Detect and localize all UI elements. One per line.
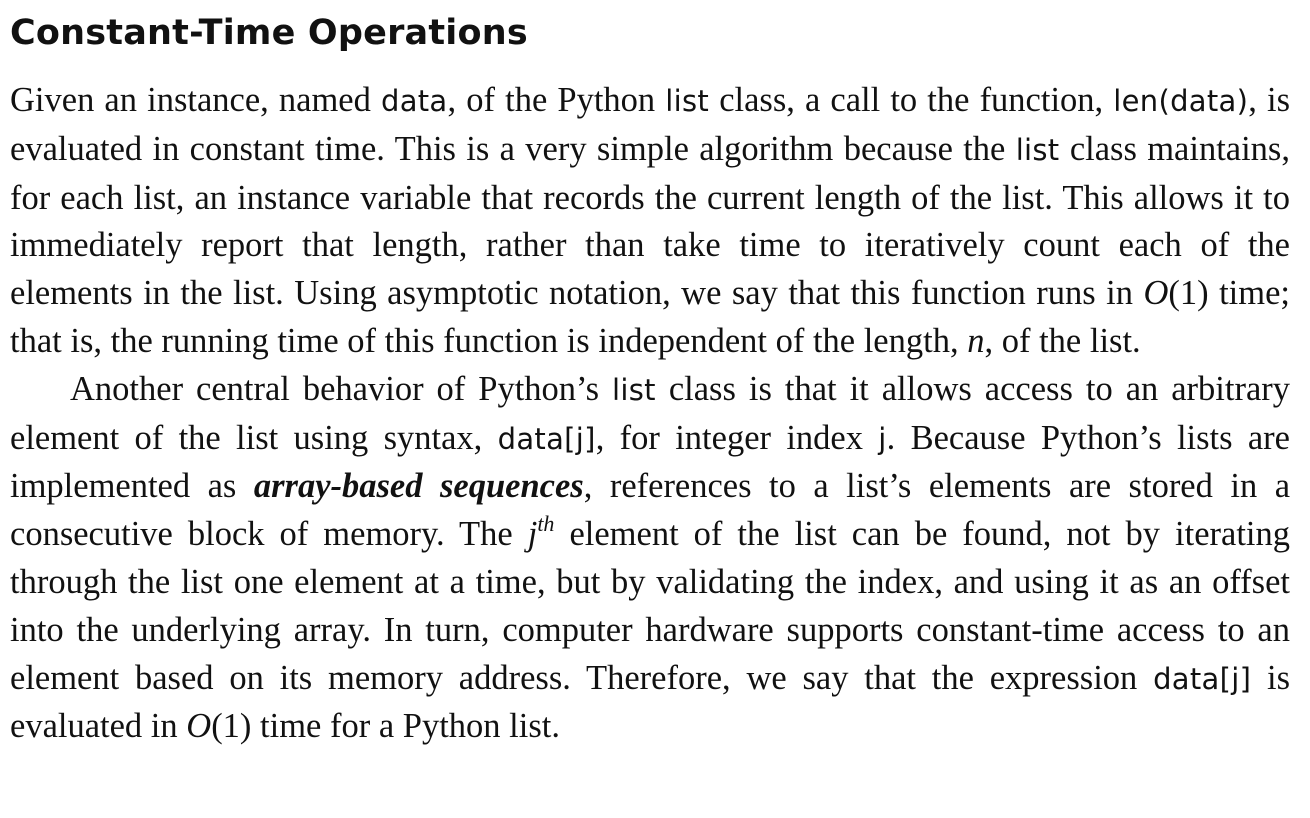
- text: , of the list.: [984, 321, 1141, 360]
- text: class is that it allows access to an arbitrary element of the list using syntax,: [10, 369, 1290, 457]
- code-list: list: [612, 372, 656, 407]
- code-list: list: [665, 84, 710, 118]
- code-data-j: data[j]: [1153, 661, 1252, 696]
- text: Another central behavior of Python’s: [70, 369, 613, 408]
- code-list: list: [1015, 132, 1060, 167]
- text: element of the list can be found, not by iterating through the list one element at a time, but by validating the index, and using it as an offset into the underlying array. In turn, computer hardware supports constant-time access to an element based on its memory address. Therefore, we say that the expression: [10, 515, 1291, 697]
- paragraph-1: [10, 77, 1290, 366]
- text: Given an instance, named: [10, 81, 381, 119]
- text: (1) time; that is, the running time of this function is independent of the length,: [10, 274, 1290, 360]
- text: . Because Python’s lists are implemented as: [10, 418, 1290, 506]
- text: class, a call to the function,: [709, 81, 1114, 119]
- emphasis-term: array-based sequences: [253, 467, 584, 506]
- code-len-data: len(data): [1113, 84, 1249, 118]
- code-data-j: data[j]: [497, 421, 596, 456]
- text: , for integer index: [595, 418, 879, 457]
- text: , references to a list’s elements are stored in a consecutive block of memory. The: [10, 467, 1291, 554]
- text: , of the Python: [447, 81, 666, 119]
- math-superscript-th: th: [537, 511, 555, 537]
- math-n: n: [967, 321, 985, 360]
- text: is evaluated in: [10, 658, 1290, 746]
- code-data: data: [380, 84, 448, 118]
- text: (1) time for a Python list.: [211, 707, 560, 746]
- text: class maintains, for each list, an instance variable that records the current length of the list. This allows it to immediately report that length, rather than take time to iteratively count each of the elements in the list. Using asymptotic notation, we say that this function runs in: [10, 129, 1290, 313]
- math-big-o: O: [186, 707, 212, 746]
- paragraph-2: [10, 366, 1290, 751]
- math-j: j: [527, 515, 538, 554]
- code-j: j: [878, 421, 887, 456]
- text: , is evaluated in constant time. This is a very simple algorithm because the: [10, 81, 1290, 168]
- section-heading: Constant-Time Operations: [10, 13, 528, 53]
- math-big-o: O: [1143, 274, 1169, 313]
